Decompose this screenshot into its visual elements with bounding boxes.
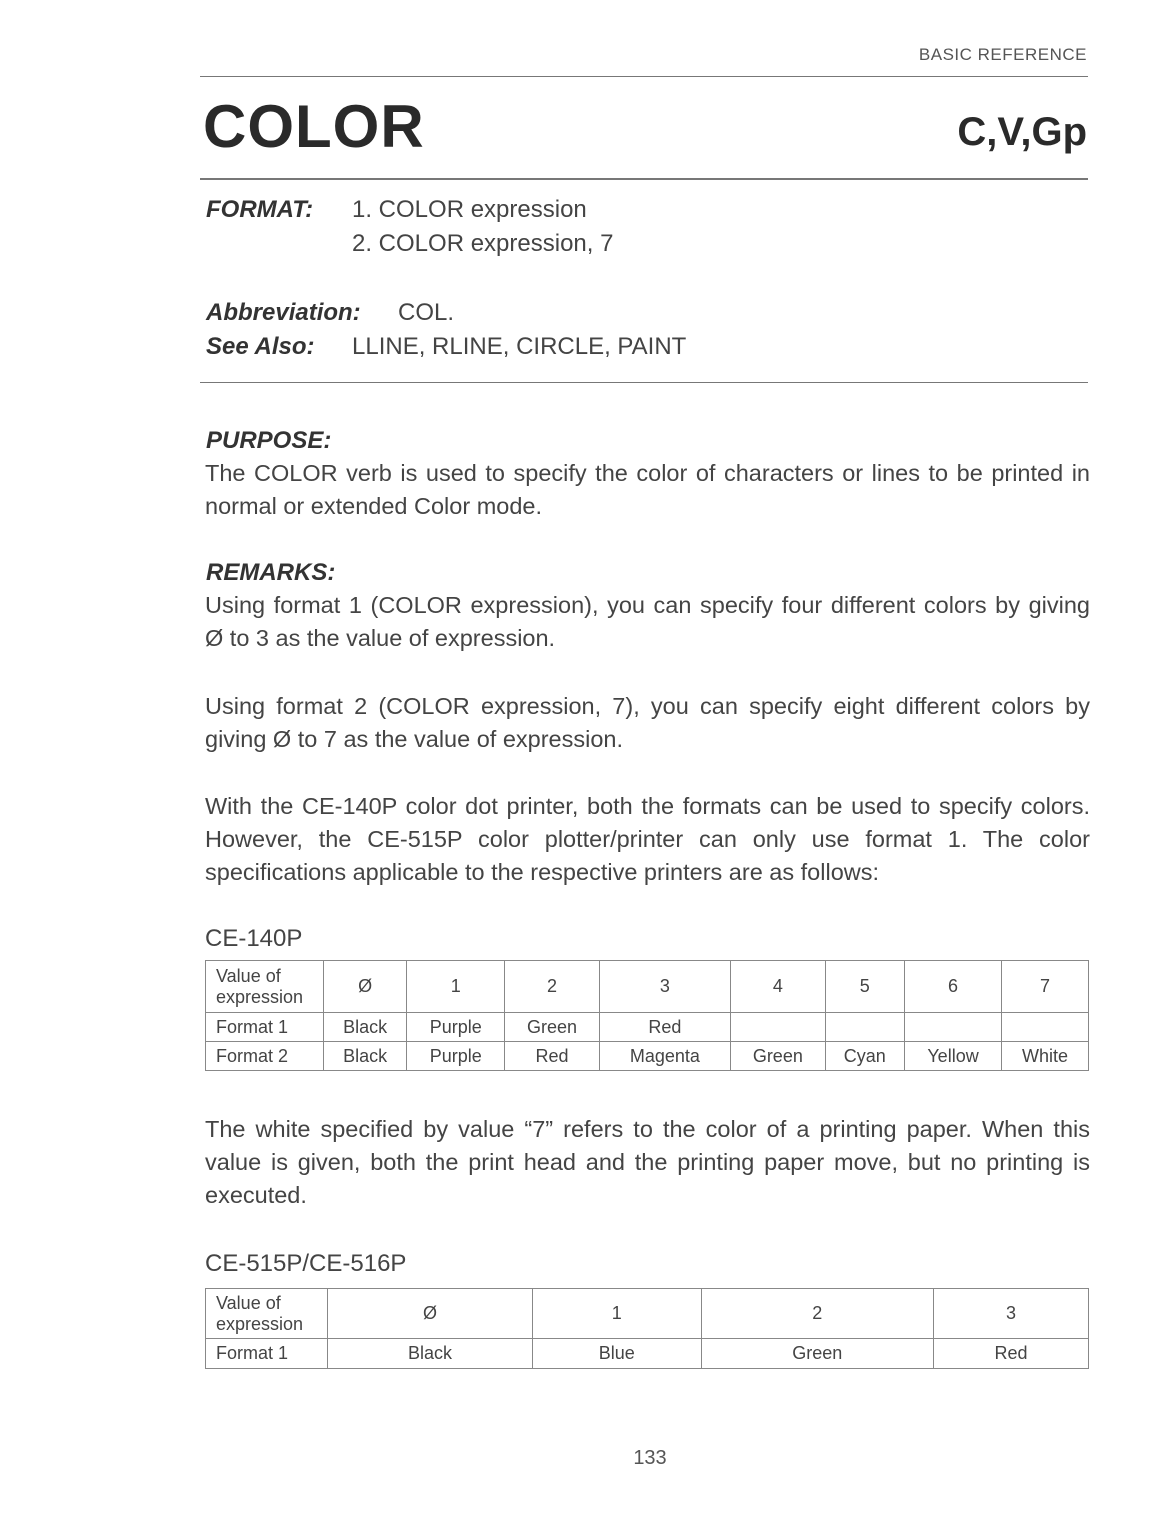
section-header: BASIC REFERENCE [918, 45, 1087, 64]
remarks-paragraph: With the CE-140P color dot printer, both the formats can be used to specify colors. However, the CE-515P color plotter/printer can only use format 1. The color specifications applicable to the respective printers are as follows: [205, 793, 1090, 885]
modes-label: C,V,Gp [957, 110, 1087, 154]
color-cell [905, 1013, 1002, 1042]
value-cell: 7 [1001, 961, 1088, 1013]
value-cell: 2 [701, 1289, 933, 1339]
remarks-heading: REMARKS: [206, 559, 336, 586]
divider [200, 76, 1088, 77]
value-cell: 2 [505, 961, 599, 1013]
value-cell: 5 [825, 961, 905, 1013]
table1-title: CE-140P [205, 925, 303, 952]
color-cell: Red [934, 1339, 1089, 1369]
page-title: COLOR [203, 93, 425, 160]
see-also-label: See Also: [206, 333, 315, 360]
page-number: 133 [633, 1447, 667, 1469]
ce515p-color-table [205, 1288, 1089, 1369]
color-cell: Blue [532, 1339, 701, 1369]
value-cell: Ø [324, 961, 407, 1013]
row-label: Format 2 [206, 1042, 324, 1071]
table-row [206, 1339, 1089, 1369]
remarks-paragraph: Using format 2 (COLOR expression, 7), you can specify eight different colors by giving Ø to 7 as the value of expression. [205, 693, 1090, 752]
header-cell: Value of expression [206, 961, 324, 1013]
color-cell: Purple [407, 1042, 505, 1071]
color-cell: Cyan [825, 1042, 905, 1071]
value-cell: 6 [905, 961, 1002, 1013]
color-cell: Red [505, 1042, 599, 1071]
color-cell: Green [731, 1042, 825, 1071]
format-item-2: 2. COLOR expression, 7 [352, 230, 614, 257]
color-cell: Purple [407, 1013, 505, 1042]
color-cell: Black [324, 1042, 407, 1071]
color-cell [1001, 1013, 1088, 1042]
value-cell: Ø [328, 1289, 533, 1339]
value-cell: 4 [731, 961, 825, 1013]
color-cell: Magenta [599, 1042, 730, 1071]
table-row [206, 1013, 1089, 1042]
color-cell: Black [328, 1339, 533, 1369]
table2-title: CE-515P/CE-516P [205, 1250, 407, 1277]
white-note: The white specified by value “7” refers to the color of a printing paper. When this value is given, both the print head and the printing paper move, but no printing is executed. [205, 1116, 1090, 1208]
remarks-paragraph: Using format 1 (COLOR expression), you can specify four different colors by giving Ø to 3 as the value of expression. [205, 592, 1090, 651]
value-cell: 1 [532, 1289, 701, 1339]
color-cell: Black [324, 1013, 407, 1042]
color-cell: Red [599, 1013, 730, 1042]
value-cell: 3 [599, 961, 730, 1013]
ce140p-color-table [205, 960, 1089, 1071]
row-label: Format 1 [206, 1013, 324, 1042]
abbreviation-value: COL. [398, 299, 455, 326]
format-label: FORMAT: [206, 196, 314, 223]
row-label: Format 1 [206, 1339, 328, 1369]
see-also-value: LLINE, RLINE, CIRCLE, PAINT [352, 333, 687, 360]
color-cell [825, 1013, 905, 1042]
divider [200, 382, 1088, 383]
table-row [206, 1042, 1089, 1071]
abbreviation-label: Abbreviation: [206, 299, 361, 326]
value-cell: 1 [407, 961, 505, 1013]
purpose-heading: PURPOSE: [206, 427, 332, 454]
header-cell: Value of expression [206, 1289, 328, 1339]
color-cell: Green [701, 1339, 933, 1369]
value-cell: 3 [934, 1289, 1089, 1339]
color-cell: Green [505, 1013, 599, 1042]
divider [200, 178, 1088, 180]
purpose-text: The COLOR verb is used to specify the color of characters or lines to be printed in normal or extended Color mode. [205, 460, 1090, 519]
color-cell [731, 1013, 825, 1042]
color-cell: Yellow [905, 1042, 1002, 1071]
color-cell: White [1001, 1042, 1088, 1071]
format-item-1: 1. COLOR expression [352, 196, 587, 223]
